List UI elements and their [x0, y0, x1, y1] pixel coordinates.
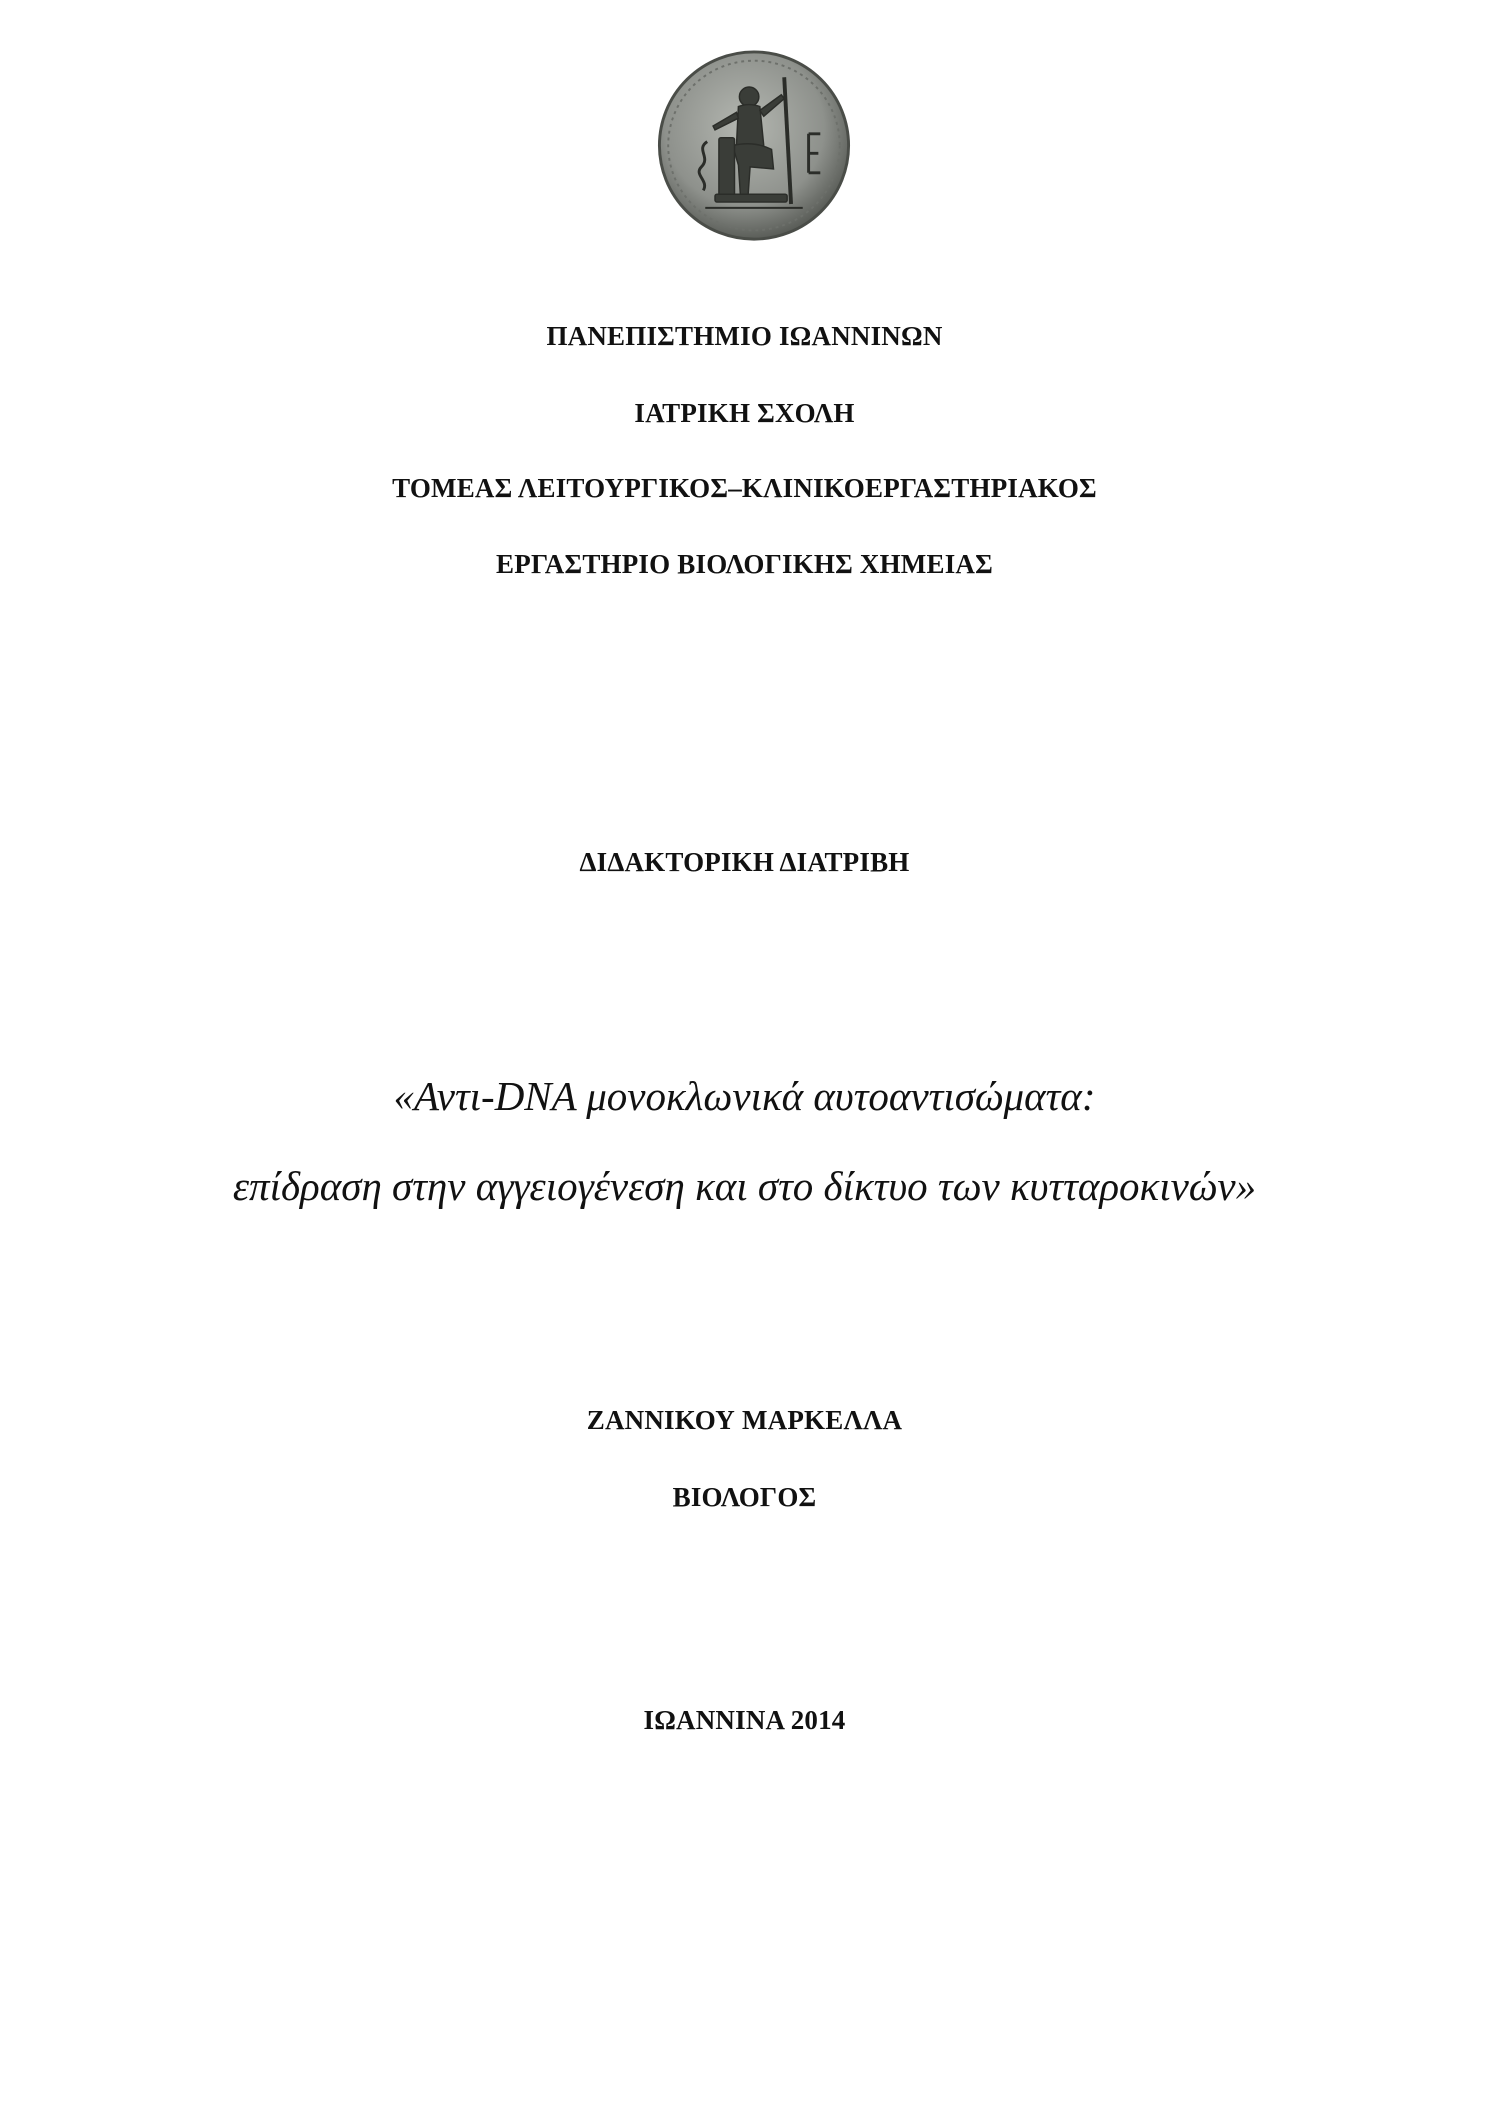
author-name: ΖΑΝΝΙΚΟΥ ΜΑΡΚΕΛΛΑ [586, 1405, 903, 1435]
thesis-title-line-1: «Αντι-DNA μονοκλωνικά αυτοαντισώματα: [393, 1073, 1096, 1119]
school-name: ΙΑΤΡΙΚΗ ΣΧΟΛΗ [634, 398, 855, 428]
thesis-title-line-2: επίδραση στην αγγειογένεση και στο δίκτυο των κυτταροκινών» [232, 1163, 1257, 1209]
place-and-year: ΙΩΑΝΝΙΝΑ 2014 [643, 1705, 846, 1735]
university-seal-icon [655, 48, 853, 243]
laboratory-name: ΕΡΓΑΣΤΗΡΙΟ ΒΙΟΛΟΓΙΚΗΣ ΧΗΜΕΙΑΣ [496, 549, 993, 579]
sector-name: ΤΟΜΕΑΣ ΛΕΙΤΟΥΡΓΙΚΟΣ–ΚΛΙΝΙΚΟΕΡΓΑΣΤΗΡΙΑΚΟΣ [392, 473, 1097, 503]
author-profession: ΒΙΟΛΟΓΟΣ [672, 1482, 817, 1512]
document-type: ΔΙΔΑΚΤΟΡΙΚΗ ΔΙΑΤΡΙΒΗ [579, 847, 910, 877]
university-name: ΠΑΝΕΠΙΣΤΗΜΙΟ ΙΩΑΝΝΙΝΩΝ [546, 321, 943, 351]
